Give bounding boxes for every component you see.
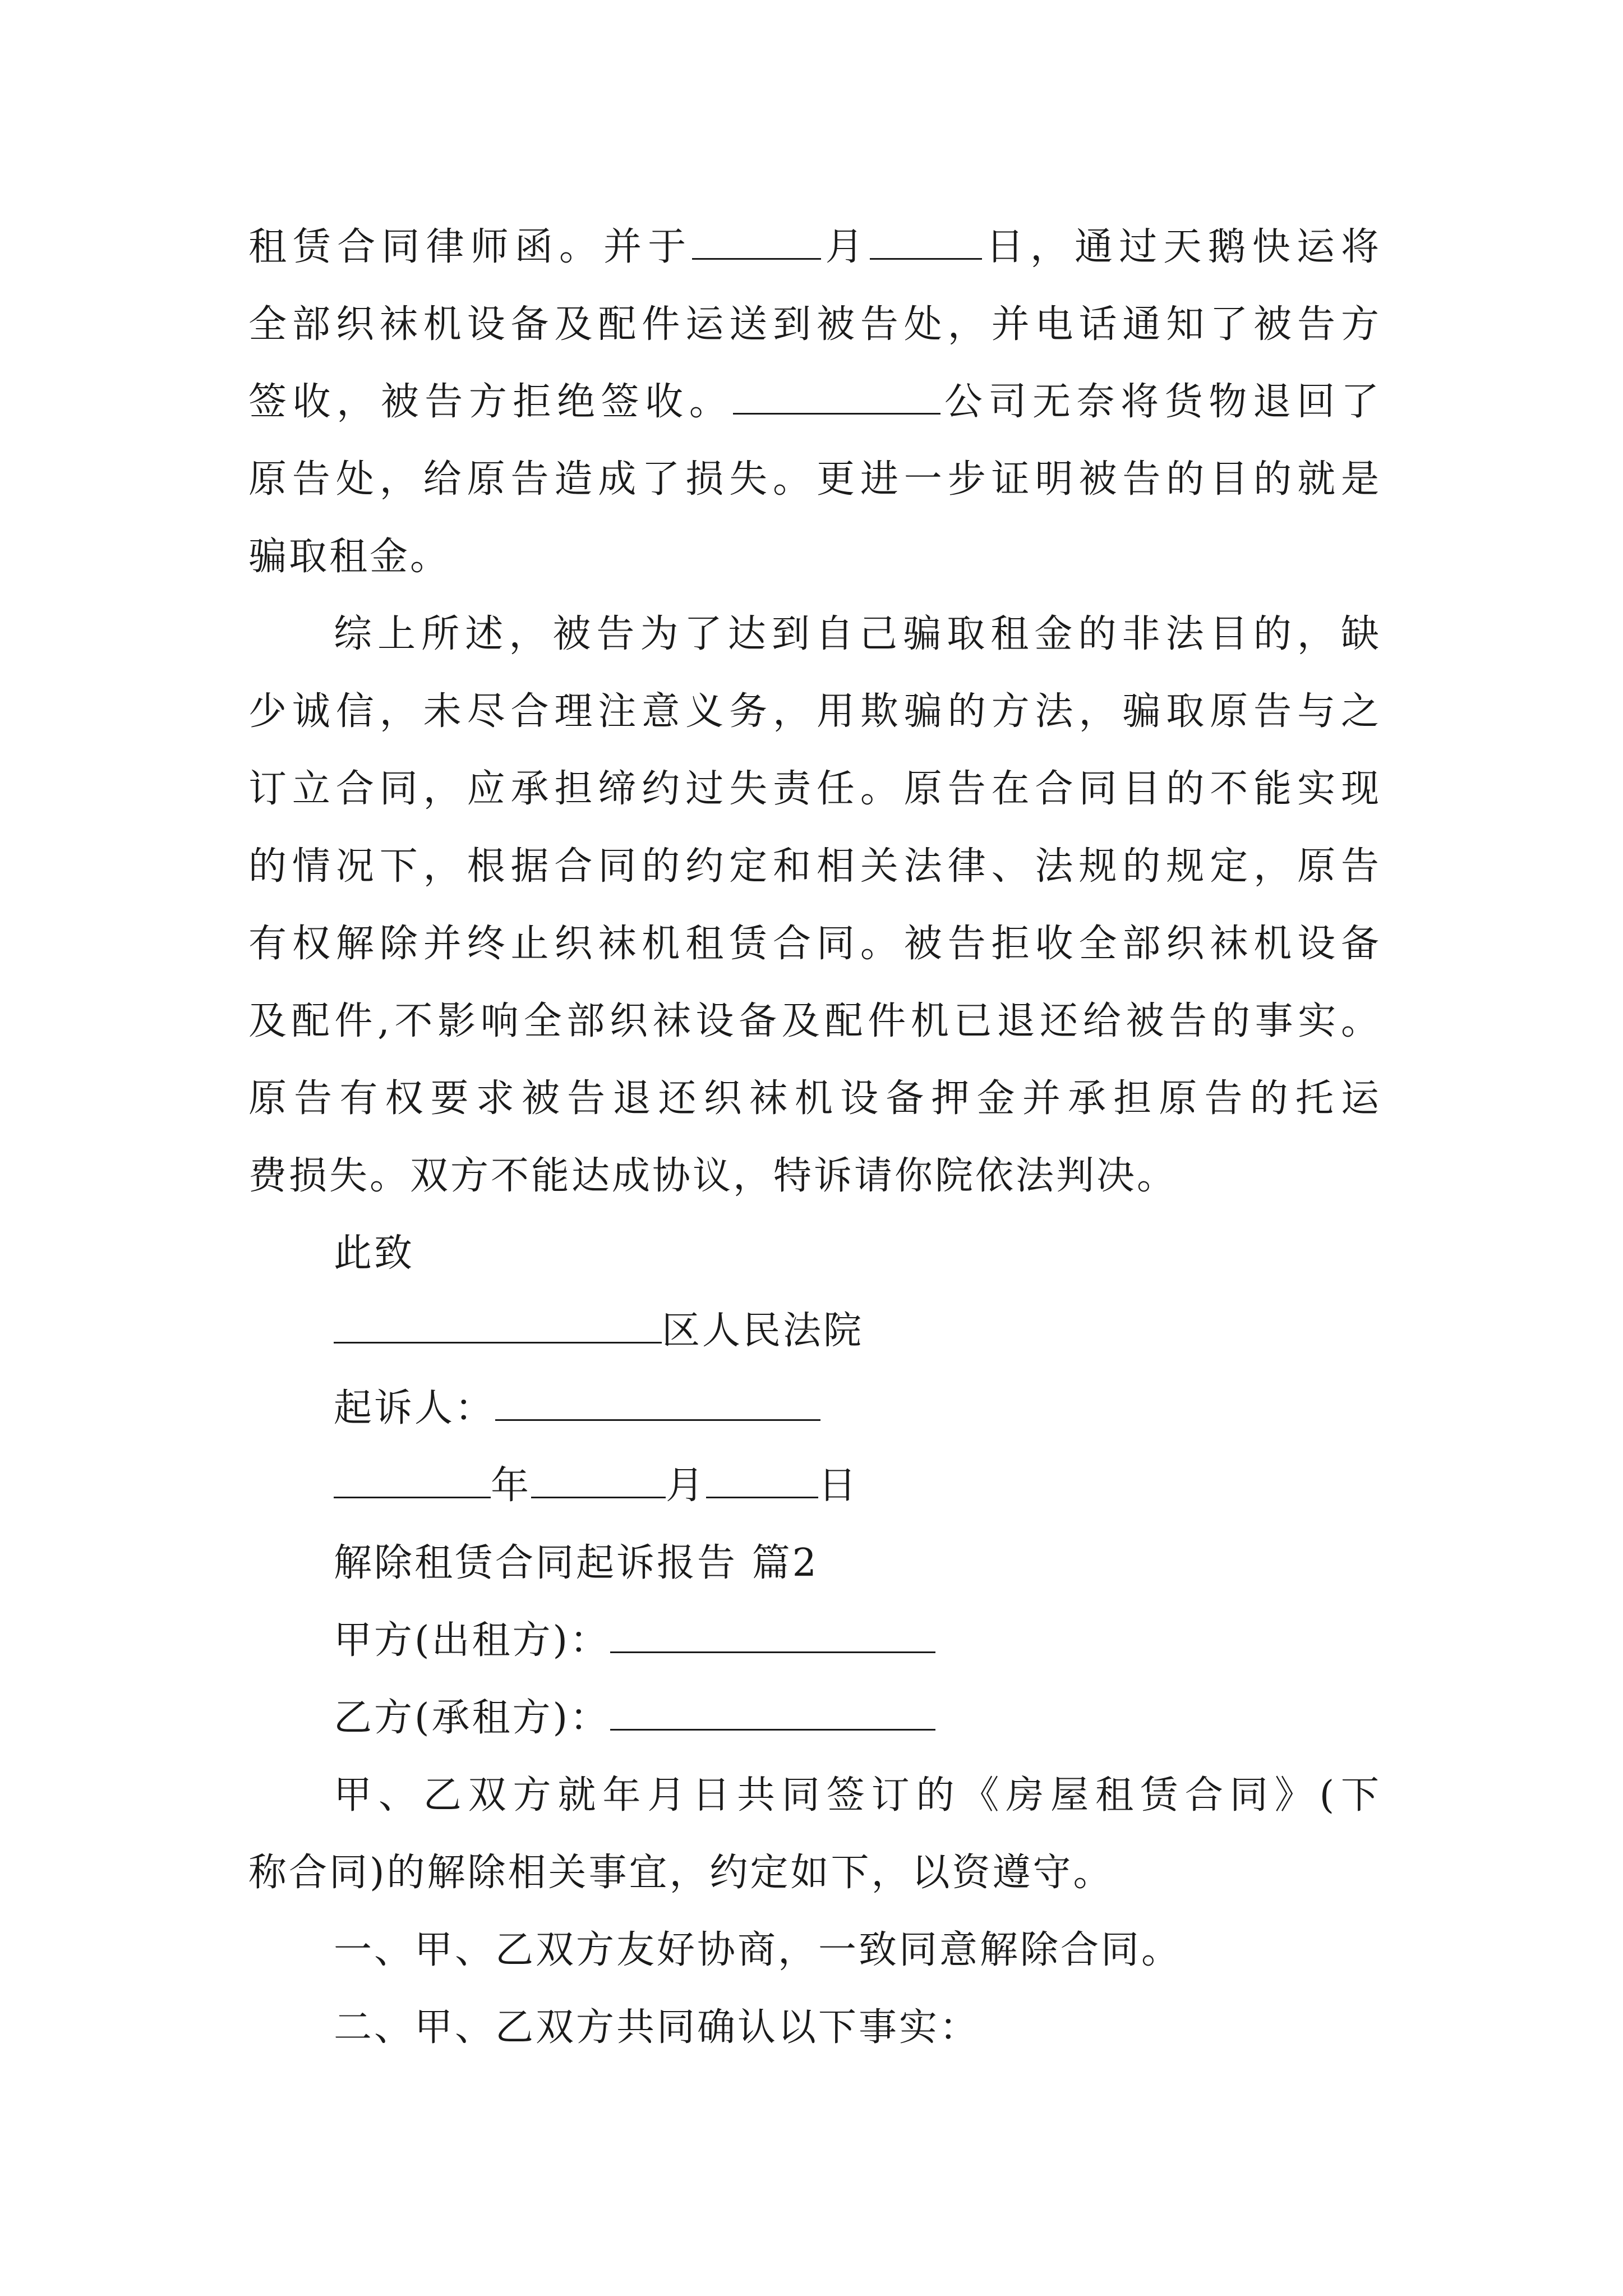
plaintiff-line (248, 1370, 1381, 1447)
blank-line (870, 227, 982, 260)
section2-item2: 二、甲、乙双方共同确认以下事实： (334, 2005, 980, 2050)
date-line (248, 1447, 1381, 1525)
plaintiff-label: 起诉人： (334, 1386, 496, 1430)
section2-item1: 一、甲、乙双方友好协商，一致同意解除合同。 (334, 1928, 1182, 1972)
text-segment: 租赁合同律师函。并于 (248, 225, 693, 269)
paragraph1-line2: 全部织袜机设备及配件运送到被告处，并电话通知了被告方 (248, 302, 1381, 347)
text-segment: 公司无奈将货物退回了 (940, 380, 1381, 424)
blank-line (495, 1388, 820, 1421)
paragraph1-line3 (248, 364, 1381, 441)
court-line (248, 1292, 1381, 1370)
paragraph2-line2: 少诚信，未尽合理注意义务，用欺骗的方法，骗取原告与之 (248, 689, 1381, 734)
section2-title: 解除租赁合同起诉报告 篇2 (334, 1541, 819, 1585)
date-month: 月 (666, 1464, 707, 1508)
party-b-label: 乙方(承租方)： (334, 1696, 611, 1740)
blank-line (610, 1620, 935, 1653)
date-day: 日 (818, 1464, 859, 1508)
paragraph1-line5: 骗取租金。 (248, 535, 451, 579)
party-a-line (248, 1602, 1381, 1680)
document-page (248, 209, 1381, 2067)
paragraph2-line5: 有权解除并终止织袜机租赁合同。被告拒收全部织袜机设备 (248, 922, 1381, 966)
paragraph2-line7: 原告有权要求被告退还织袜机设备押金并承担原告的托运 (248, 1076, 1381, 1121)
party-a-label: 甲方(出租方)： (334, 1618, 611, 1663)
paragraph1-line4: 原告处，给原告造成了损失。更进一步证明被告的目的就是 (248, 457, 1381, 501)
court-suffix: 区人民法院 (662, 1309, 864, 1353)
paragraph2-line3: 订立合同，应承担缔约过失责任。原告在合同目的不能实现 (248, 767, 1381, 811)
paragraph2-line1: 综上所述，被告为了达到自己骗取租金的非法目的，缺 (334, 612, 1381, 656)
date-year: 年 (491, 1464, 532, 1508)
salutation: 此致 (334, 1231, 415, 1276)
blank-line (334, 1310, 662, 1343)
section2-intro-line2: 称合同)的解除相关事宜，约定如下，以资遵守。 (248, 1851, 1114, 1895)
paragraph1-line1 (248, 209, 1381, 286)
paragraph2-line8: 费损失。双方不能达成协议，特诉请你院依法判决。 (248, 1154, 1178, 1198)
paragraph2-line6: 及配件,不影响全部织袜设备及配件机已退还给被告的事实。 (248, 999, 1381, 1043)
blank-line (531, 1465, 666, 1498)
blank-line (733, 381, 940, 415)
party-b-line (248, 1680, 1381, 1757)
blank-line (692, 227, 821, 260)
section2-intro-line1: 甲、乙双方就年月日共同签订的《房屋租赁合同》(下 (334, 1773, 1381, 1818)
paragraph2-line4: 的情况下，根据合同的约定和相关法律、法规的规定，原告 (248, 844, 1381, 889)
blank-line (610, 1697, 935, 1731)
text-segment: 月 (821, 225, 870, 269)
text-segment: 签收，被告方拒绝签收。 (248, 380, 734, 424)
blank-line (706, 1465, 818, 1498)
text-segment: 日，通过天鹅快运将 (981, 225, 1381, 269)
blank-line (334, 1465, 491, 1498)
